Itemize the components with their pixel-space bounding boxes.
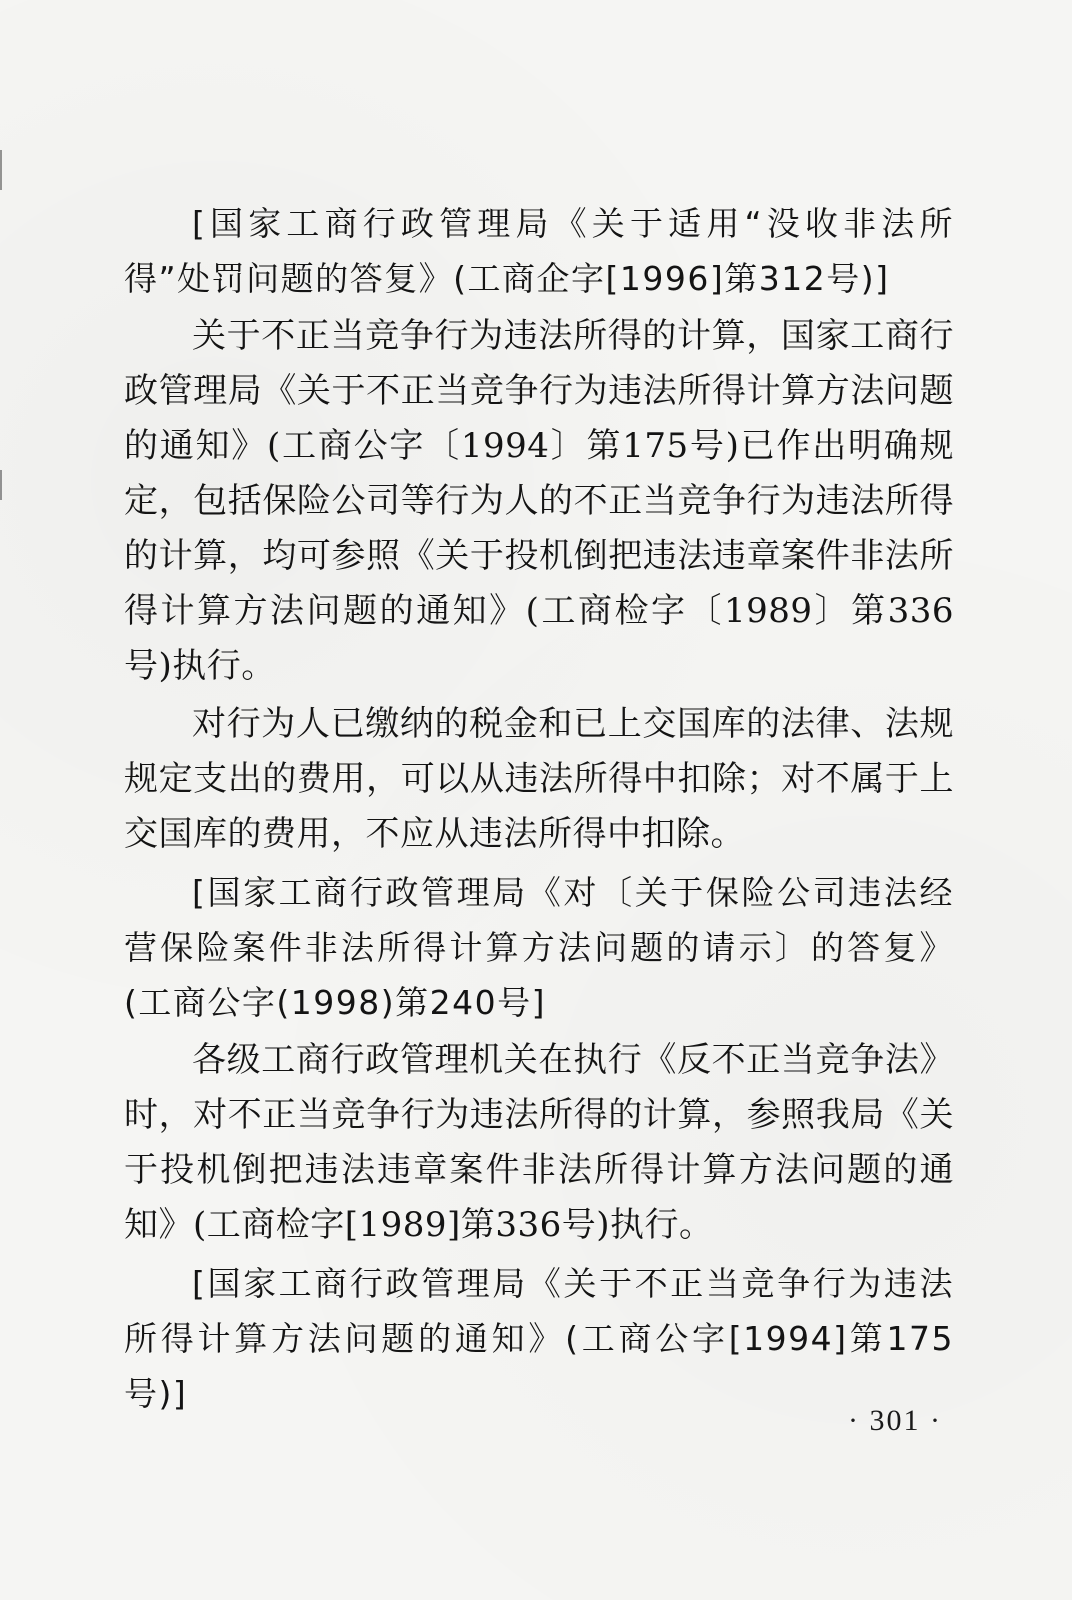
scan-edge-mark [0,150,2,190]
scan-edge-mark [0,470,2,500]
body-paragraph: 对行为人已缴纳的税金和已上交国库的法律、法规规定支出的费用，可以从违法所得中扣除；对不属于上交国库的费用，不应从违法所得中扣除。 [124,704,954,854]
citation-paragraph: [国家工商行政管理局《关于不正当竞争行为违法所得计算方法问题的通知》(工商公字[1994]第175号)] [124,1264,954,1413]
body-paragraph: 各级工商行政管理机关在执行《反不正当竞争法》时，对不正当竞争行为违法所得的计算，参照我局《关于投机倒把违法违章案件非法所得计算方法问题的通知》(工商检字[1989]第336号)执行。 [124,1040,954,1245]
citation-paragraph: [国家工商行政管理局《对〔关于保险公司违法经营保险案件非法所得计算方法问题的请示〕的答复》(工商公字(1998)第240号] [124,873,954,1022]
citation-paragraph: [国家工商行政管理局《关于适用“没收非法所得”处罚问题的答复》(工商企字[1996]第312号)] [124,204,954,298]
body-paragraph: 关于不正当竞争行为违法所得的计算，国家工商行政管理局《关于不正当竞争行为违法所得计算方法问题的通知》(工商公字〔1994〕第175号)已作出明确规定，包括保险公司等行为人的不正当竞争行为违法所得的计算，均可参照《关于投机倒把违法违章案件非法所得计算方法问题的通知》(工商检字〔1989〕第336号)执行。 [124,316,954,686]
page-number: · 301 · [848,1404,942,1437]
body-text [124,196,954,1421]
